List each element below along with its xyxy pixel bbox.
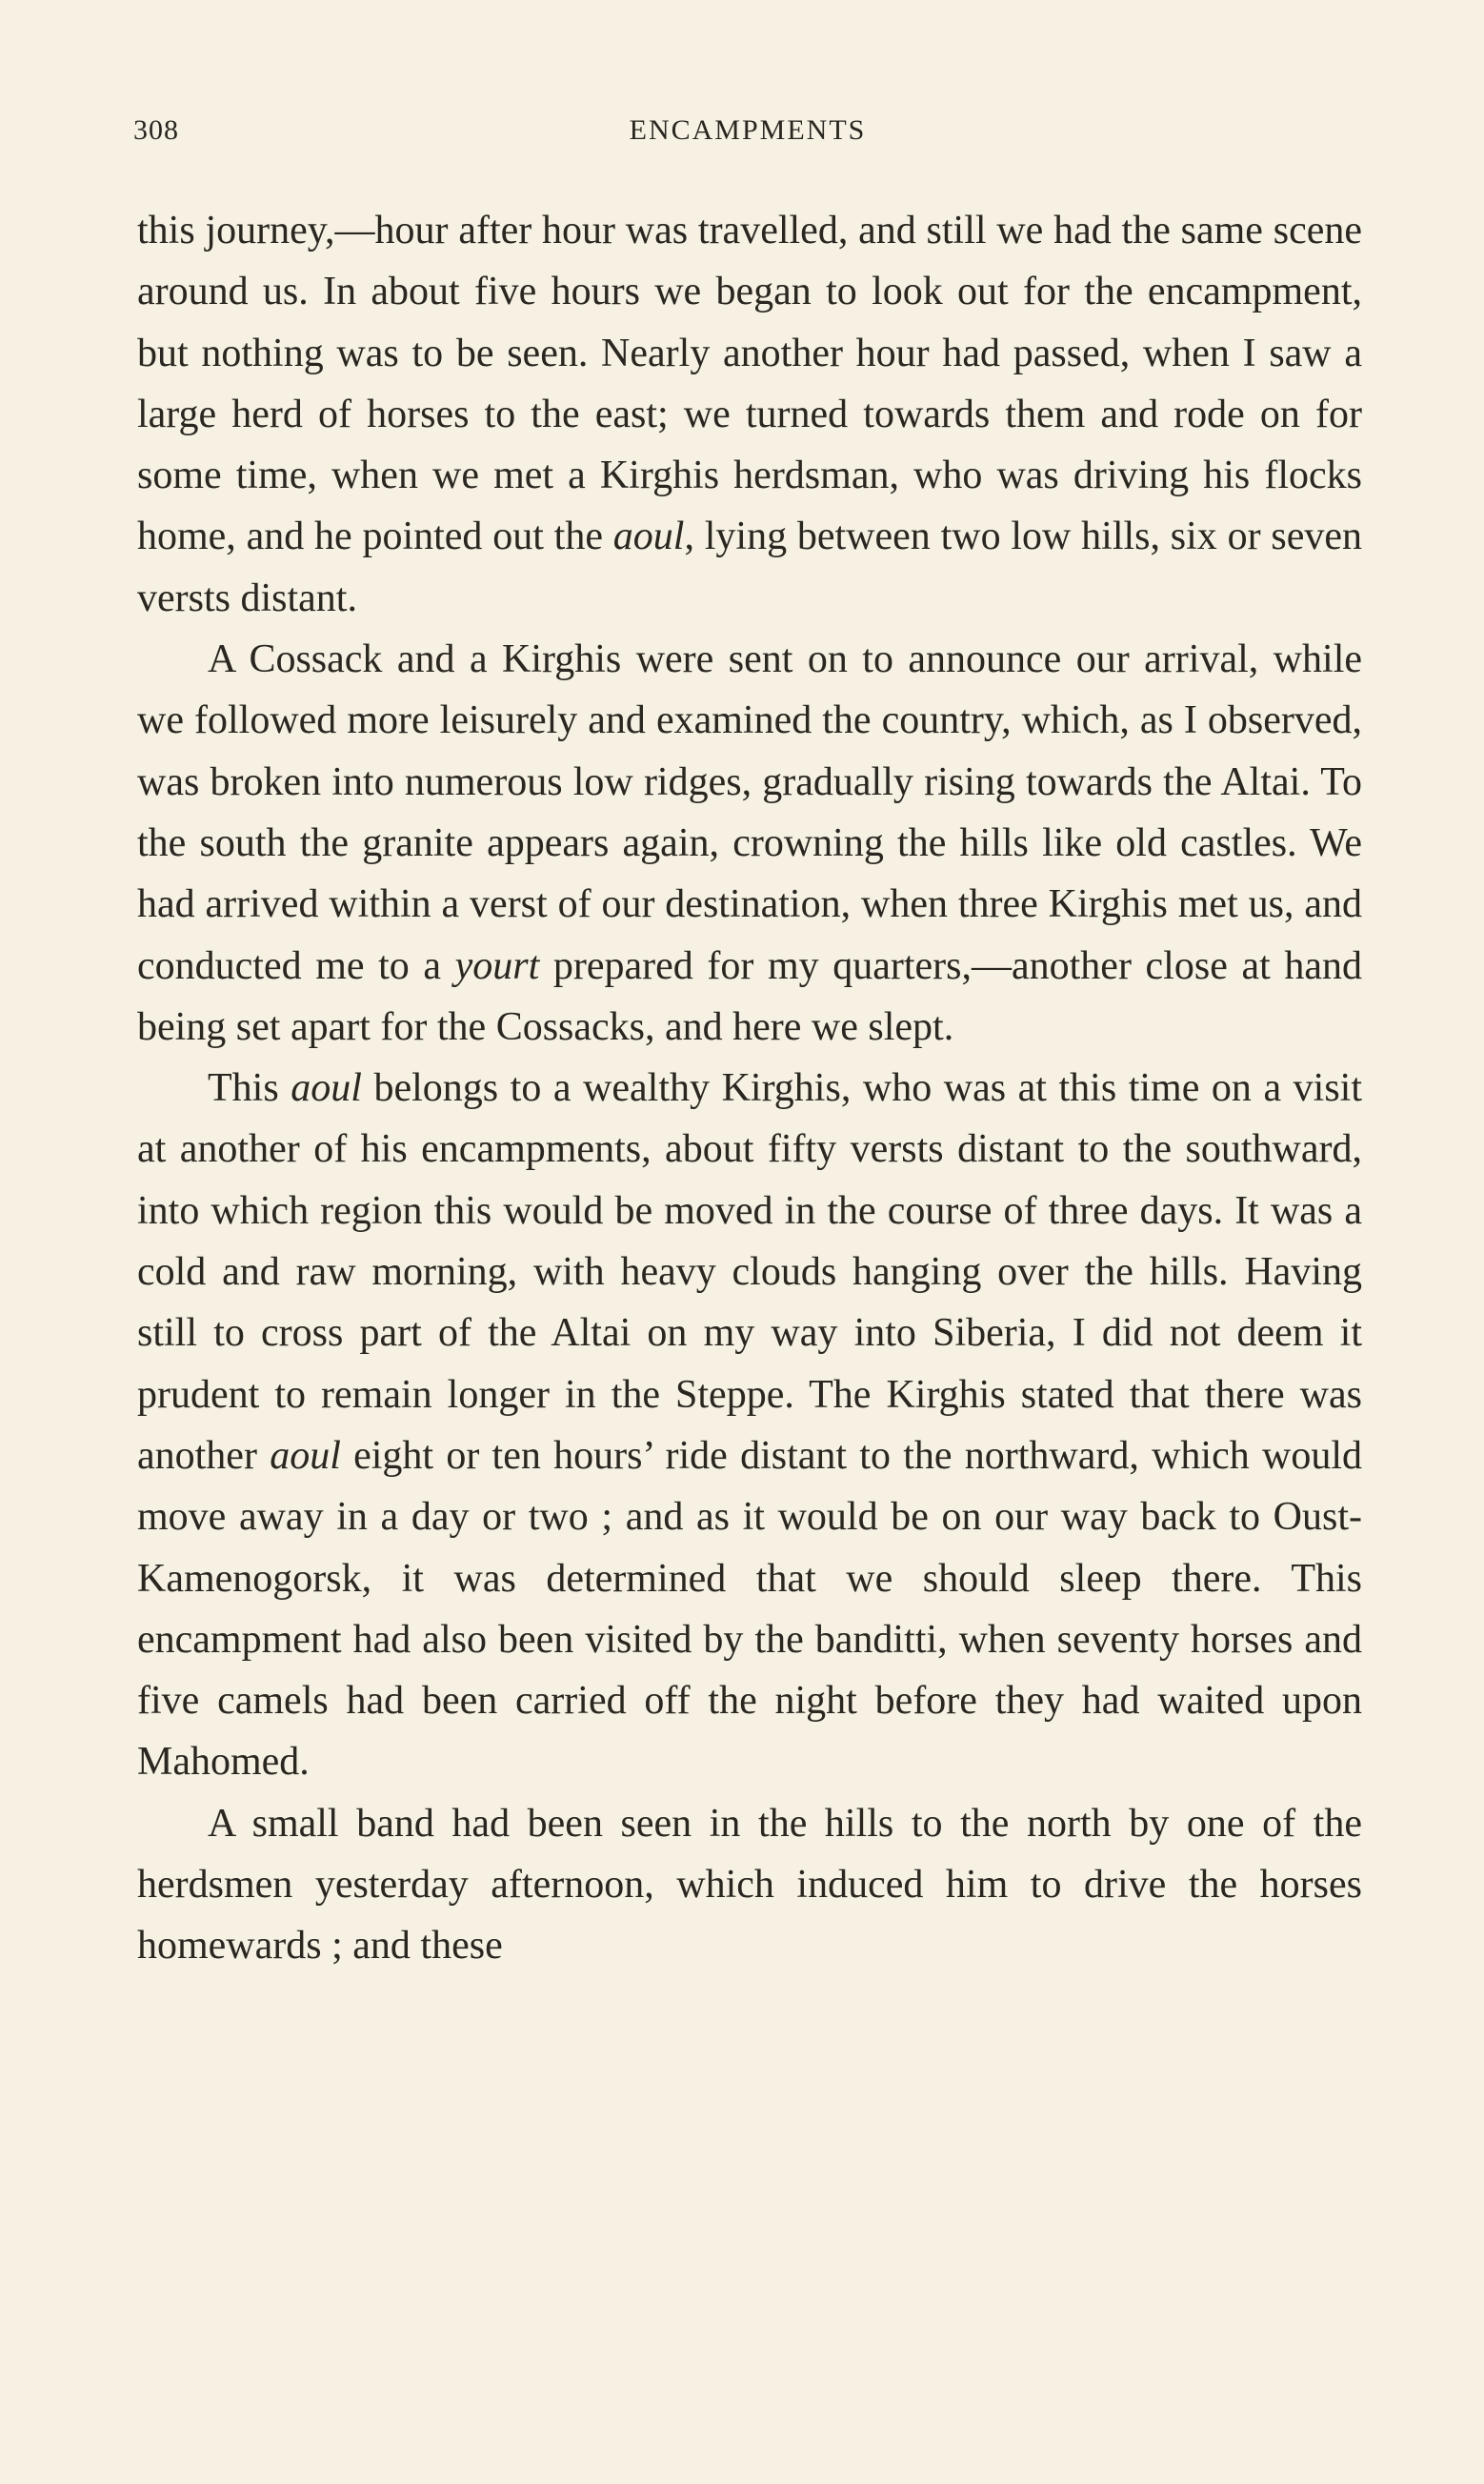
paragraph-2	[137, 629, 1362, 1058]
paragraph-4-text-a: A small band had been seen in the hills to the north by one of the herdsmen yesterday afternoon, which induced him to drive the horses homewards ; and these	[137, 1801, 1362, 1969]
page-number: 308	[133, 114, 179, 146]
body-text	[137, 200, 1362, 1977]
italic-word-aoul: aoul	[612, 515, 685, 559]
paragraph-1-text-b: , lying between two low hills, six or seven versts distant.	[137, 515, 1362, 620]
paragraph-1	[137, 200, 1362, 629]
italic-word-aoul: aoul	[291, 1066, 362, 1111]
italic-word-aoul: aoul	[270, 1433, 341, 1478]
paragraph-3-text-a: This	[208, 1066, 291, 1111]
running-title: ENCAMPMENTS	[629, 114, 867, 146]
paragraph-1-text-a: this journey,—hour after hour was travelled, and still we had the same scene around us. In about five hours we began to look out for the encampment, but nothing was to be seen. Nearly another hour had passed, when I saw a large herd of horses to the east; we turned towards them and rode on for some time, when we met a Kirghis herdsman, who was driving his flocks home, and he pointed out the	[137, 209, 1362, 559]
paragraph-3-text-b: belongs to a wealthy Kirghis, who was at this time on a visit at another of his encampments, about fifty versts distant to the southward, into which region this would be moved in the course of three days. It was a cold and raw morning, with heavy clouds hanging over the hills. Having still to cross part of the Altai on my way into Siberia, I did not deem it prudent to remain longer in the Steppe. The Kirghis stated that there was another	[137, 1066, 1363, 1478]
paragraph-2-text-b: prepared for my quarters,—another close at hand being set apart for the Cossacks, and here we slept.	[137, 943, 1362, 1049]
italic-word-yourt: yourt	[454, 943, 540, 988]
paragraph-3-text-c: eight or ten hours’ ride distant to the northward, which would move away in a day or two ; and as it would be on our way back to Oust-Kamenogorsk, it was determined that we should sleep there. This encampment had also been visited by the banditti, when seventy horses and five camels had been carried off the night before they had waited upon Mahomed.	[137, 1433, 1362, 1785]
paragraph-3	[137, 1058, 1362, 1793]
paragraph-2-text-a: A Cossack and a Kirghis were sent on to announce our arrival, while we followed more leisurely and examined the country, which, as I observed, was broken into numerous low ridges, gradually rising towards the Altai. To the south the granite appears again, crowning the hills like old castles. We had arrived within a verst of our destination, when three Kirghis met us, and conducted me to a	[137, 637, 1362, 988]
paragraph-4	[137, 1793, 1362, 1977]
running-head	[133, 114, 1362, 162]
